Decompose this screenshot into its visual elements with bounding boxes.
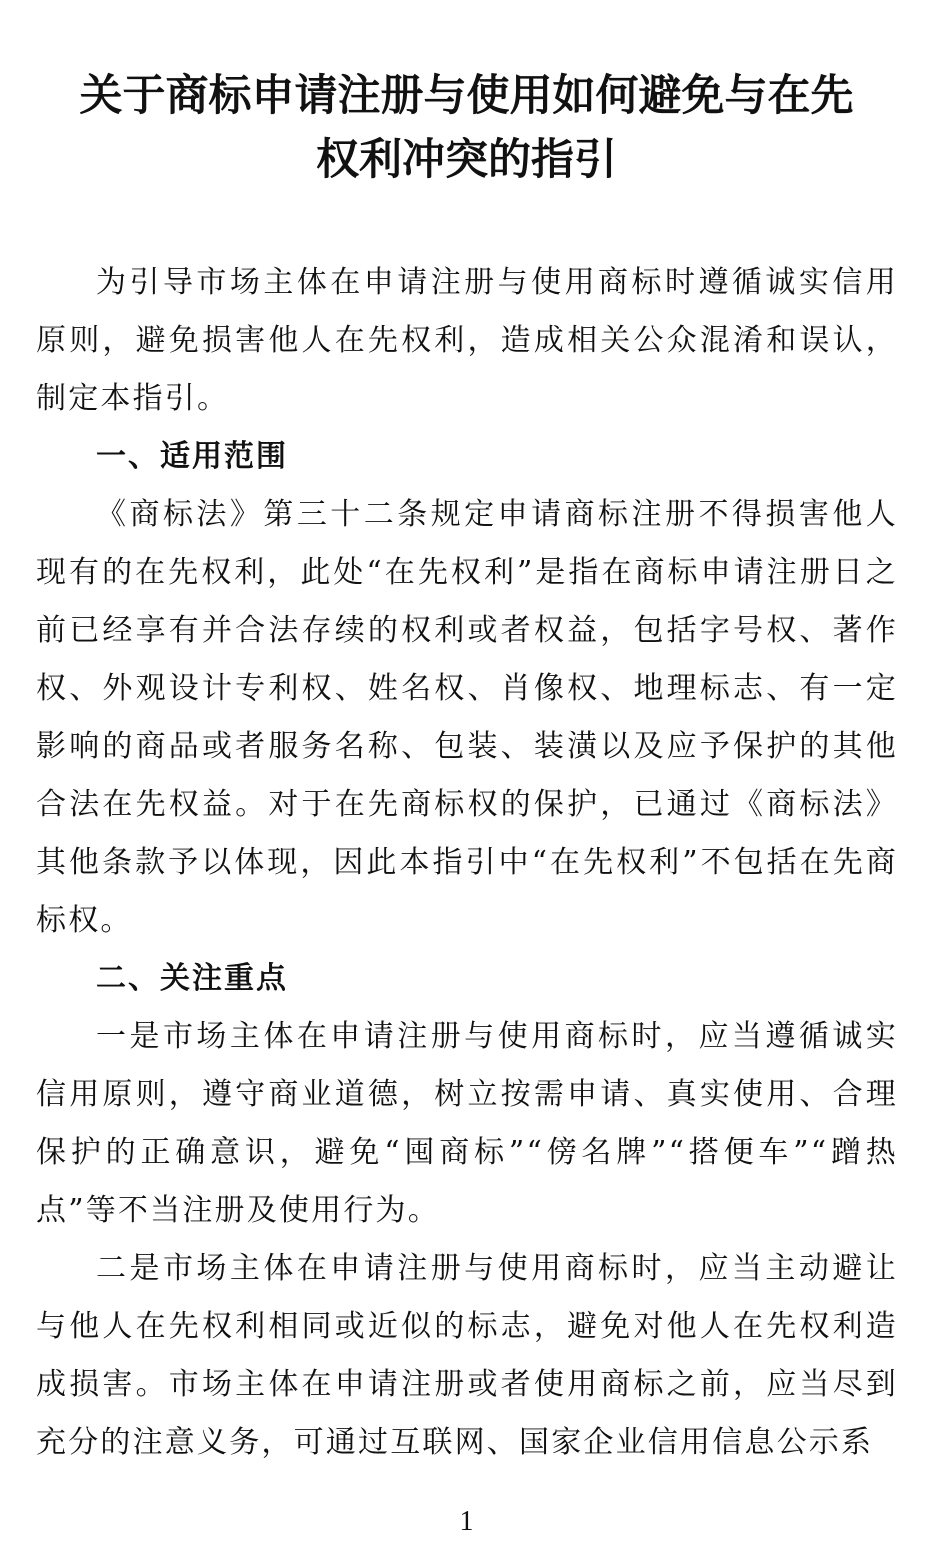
document-body [36, 254, 898, 1472]
document-title-line-2: 权利冲突的指引 [316, 135, 617, 185]
intro-paragraph: 为引导市场主体在申请注册与使用商标时遵循诚实信用原则，避免损害他人在先权利，造成相关公众混淆和误认，制定本指引。 [36, 265, 898, 416]
page-number: 1 [459, 1506, 474, 1537]
section-1-paragraph: 《商标法》第三十二条规定申请商标注册不得损害他人现有的在先权利，此处“在先权利”是指在商标申请注册日之前已经享有并合法存续的权利或者权益，包括字号权、著作权、外观设计专利权、姓名权、肖像权、地理标志、有一定影响的商品或者服务名称、包装、装潢以及应予保护的其他合法在先权益。对于在先商标权的保护，已通过《商标法》其他条款予以体现，因此本指引中“在先权利”不包括在先商标权。 [36, 497, 898, 938]
section-2-paragraph-1: 一是市场主体在申请注册与使用商标时，应当遵循诚实信用原则，遵守商业道德，树立按需申请、真实使用、合理保护的正确意识，避免“囤商标”“傍名牌”“搭便车”“蹭热点”等不当注册及使用行为。 [36, 1019, 898, 1228]
section-1-heading: 一、适用范围 [96, 439, 288, 474]
document-title-line-1: 关于商标申请注册与使用如何避免与在先 [79, 71, 854, 121]
section-2-heading: 二、关注重点 [96, 961, 288, 996]
section-2-paragraph-2: 二是市场主体在申请注册与使用商标时，应当主动避让与他人在先权利相同或近似的标志，避免对他人在先权利造成损害。市场主体在申请注册或者使用商标之前，应当尽到充分的注意义务，可通过互联网、国家企业信用信息公示系 [36, 1251, 898, 1460]
